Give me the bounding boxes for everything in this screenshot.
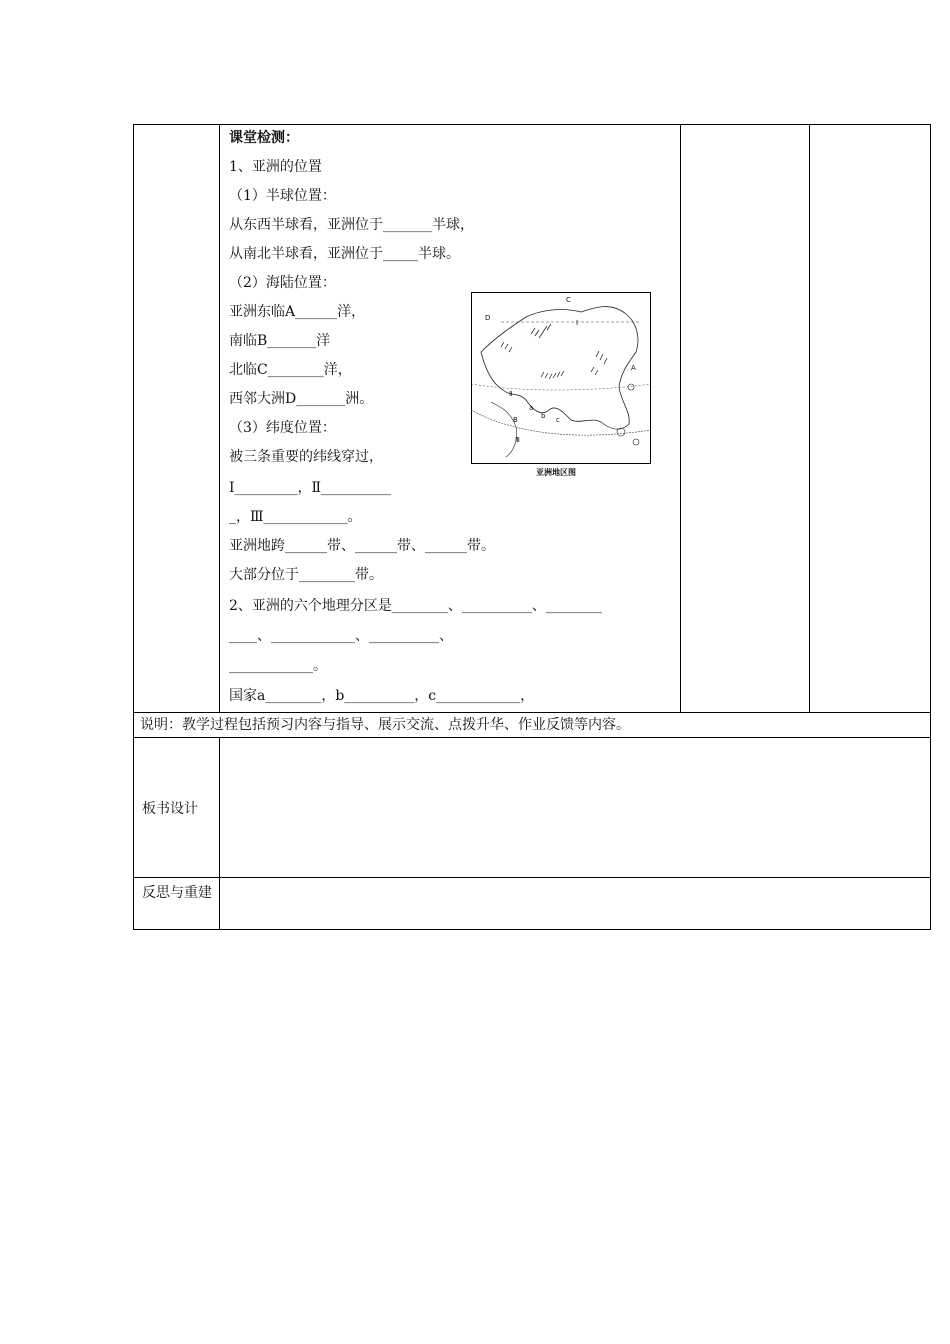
text-line: 被三条重要的纬线穿过， (229, 449, 383, 465)
table-border-left (133, 124, 134, 930)
text-line: 大部分位于________带。 (229, 567, 383, 583)
map-label-b-lower: b (541, 412, 546, 420)
text-line: 从东西半球看，亚洲位于_______半球， (229, 217, 474, 233)
board-design-label: 板书设计 (142, 801, 198, 817)
table-divider (133, 712, 931, 713)
text-line: ____________。 (229, 658, 327, 674)
text-line: Ⅰ_________，Ⅱ__________ (229, 480, 392, 496)
map-label-a-lower: a (529, 404, 534, 412)
note-text: 说明：教学过程包括预习内容与指导、展示交流、点拨升华、作业反馈等内容。 (140, 717, 630, 733)
text-line: 从南北半球看，亚洲位于_____半球。 (229, 246, 460, 262)
table-divider (133, 877, 931, 878)
text-line: （1）半球位置： (229, 188, 336, 204)
map-label-iii: Ⅲ (515, 436, 520, 444)
text-line: 1、亚洲的位置 (229, 159, 322, 175)
text-line: （2）海陆位置： (229, 275, 336, 291)
text-line: ____、____________、__________、 (229, 628, 453, 644)
map-label-b: B (513, 416, 518, 424)
table-column-line (219, 124, 220, 712)
map-label-a: A (631, 364, 636, 372)
text-line: 2、亚洲的六个地理分区是________、__________、________ (229, 598, 602, 614)
map-label-c: C (566, 296, 571, 304)
text-line: 亚洲地跨______带、______带、______带。 (229, 538, 495, 554)
text-line: 国家a________，b__________，c____________， (229, 688, 535, 704)
table-column-line (219, 737, 220, 929)
table-border-right (930, 124, 931, 930)
table-column-line (680, 124, 681, 712)
text-line: 亚洲东临A______洋， (229, 304, 366, 320)
section-heading: 课堂检测： (229, 130, 299, 146)
text-line: _，Ⅲ____________。 (229, 509, 362, 525)
text-line: （3）纬度位置： (229, 420, 336, 436)
reflection-label: 反思与重建 (142, 885, 212, 901)
table-border-top (133, 124, 931, 125)
table-divider (133, 737, 931, 738)
map-label-ii: Ⅱ (509, 390, 513, 398)
asia-map (471, 292, 651, 464)
table-border-bottom (133, 929, 931, 930)
table-column-line (809, 124, 810, 712)
map-label-i: Ⅰ (576, 319, 579, 327)
map-caption: 亚洲地区图 (536, 468, 576, 477)
text-line: 南临B_______洋 (229, 333, 331, 349)
map-label-d: D (485, 314, 491, 322)
text-line: 北临C________洋， (229, 362, 352, 378)
map-label-c-lower: c (556, 416, 560, 424)
text-line: 西邻大洲D_______洲。 (229, 391, 374, 407)
